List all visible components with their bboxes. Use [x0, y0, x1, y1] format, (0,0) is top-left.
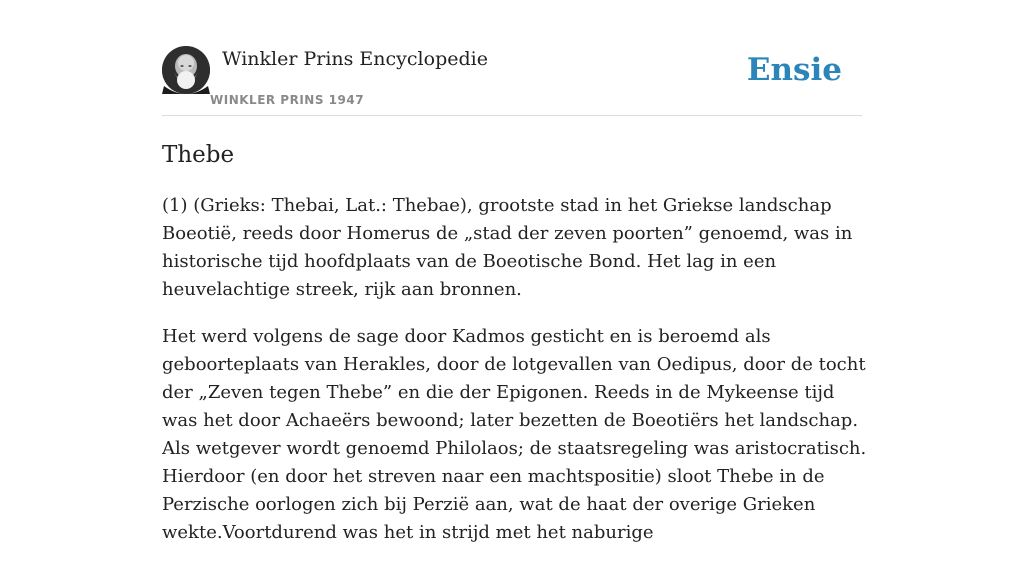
edition-label[interactable]: WINKLER PRINS 1947 — [210, 93, 365, 107]
site-header — [162, 46, 862, 116]
article-paragraph: Het werd volgens de sage door Kadmos gesticht en is beroemd als geboorteplaats van Herakles, door de lotgevallen van Oedipus, door de tocht der „Zeven tegen Thebe” en die der Epigonen. Reeds in de Mykeense tijd was het door Achaeërs bewoond; later bezetten de Boeotiërs het landschap. Als wetgever wordt genoemd Philolaos; de staatsregeling was aristocratisch. Hierdoor (en door het streven naar een machtspositie) sloot Thebe in de Perzische oorlogen zich bij Perzië aan, wat de haat der overige Grieken wekte.Voortdurend was het in strijd met het naburige — [162, 326, 867, 543]
article-title: Thebe — [162, 142, 235, 168]
portrait-avatar[interactable] — [162, 46, 210, 94]
article-body — [162, 192, 872, 566]
site-title[interactable]: Winkler Prins Encyclopedie — [222, 48, 488, 70]
brand-logo-link[interactable]: Ensie — [746, 52, 842, 88]
article-paragraph: (1) (Grieks: Thebai, Lat.: Thebae), grootste stad in het Griekse landschap Boeotië, reeds door Homerus de „stad der zeven poorten” genoemd, was in historische tijd hoofdplaats van de Boeotische Bond. Het lag in een heuvelachtige streek, rijk aan bronnen. — [162, 195, 853, 300]
portrait-icon — [162, 46, 210, 94]
